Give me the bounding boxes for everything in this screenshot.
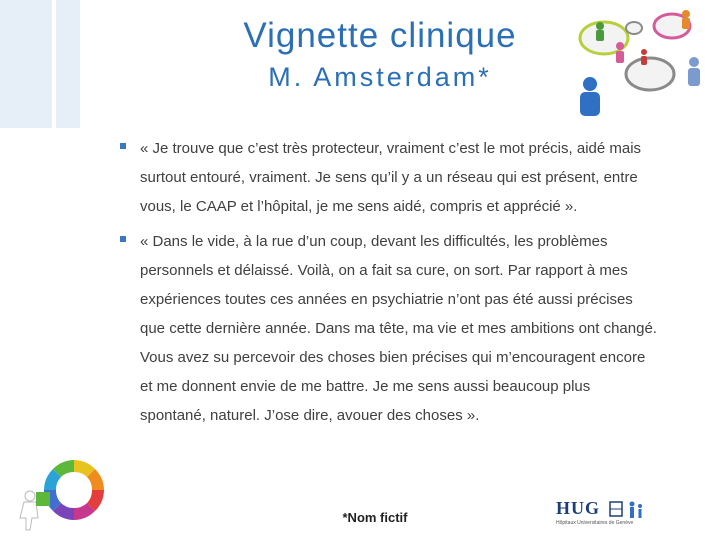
footnote: *Nom fictif [342, 510, 408, 525]
family-figures-icon [608, 500, 648, 520]
list-item [118, 134, 658, 221]
hug-logo-subtitle: Hôpitaux Universitaires de Genève [556, 520, 634, 526]
people-chat-bubbles-icon [570, 6, 710, 118]
decorative-bar-left-narrow [56, 0, 80, 128]
bullet-list [118, 134, 658, 436]
puzzle-circle-figure-icon [8, 452, 130, 534]
slide-subtitle: M. Amsterdam* [268, 62, 492, 92]
hug-logo-icon: HUG [556, 498, 601, 518]
quote-text: « Je trouve que c’est très protecteur, vraiment c’est le mot précis, aidé mais surtout entouré, vraiment. Je sens qu’il y a un réseau qui est présent, entre vous, le CAAP et l’hôpital, je me sens aidé, compris et apprécié ». [140, 140, 642, 215]
bullet-icon [120, 143, 126, 149]
bullet-icon [120, 236, 126, 242]
decorative-bar-left [0, 0, 52, 128]
list-item [118, 227, 658, 430]
slide-title: Vignette clinique [243, 16, 517, 55]
quote-text: « Dans le vide, à la rue d’un coup, devant les difficultés, les problèmes personnels et délaissé. Voilà, on a fait sa cure, on sort. Par rapport à mes expériences toutes ces années en psychiatrie n’ont pas été aussi précises que cette dernière année. Dans ma tête, ma vie et mes ambitions ont changé. Vous avez su percevoir des choses bien précises qui m’encouragent encore et me donnent envie de me battre. Je me sens aussi beaucoup plus spontané, naturel. J’ose dire, avouer des choses ». [140, 233, 657, 424]
